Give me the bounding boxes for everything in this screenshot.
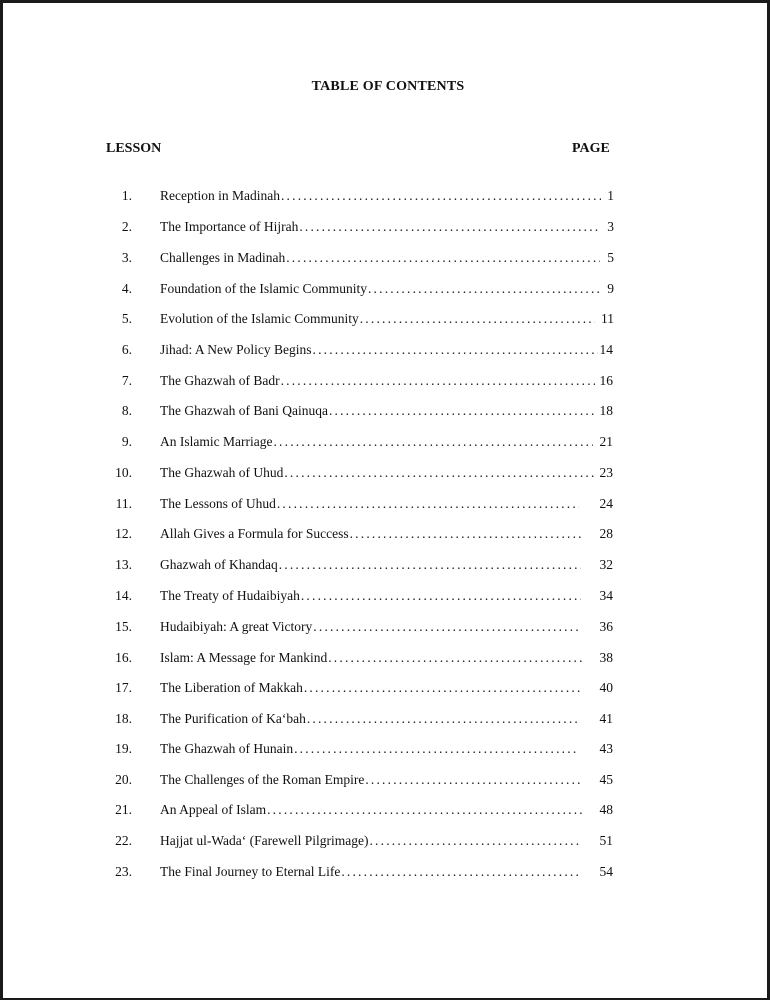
- toc-entry-number: 20.: [115, 772, 132, 787]
- lesson-column-header: LESSON: [106, 141, 162, 156]
- toc-entry: [3, 494, 770, 514]
- toc-entry: [3, 770, 770, 790]
- toc-entry-page: 14: [599, 342, 613, 357]
- toc-entry-number: 17.: [115, 680, 132, 695]
- toc-entry-leader: [160, 340, 598, 360]
- toc-entry-leader: [160, 463, 595, 483]
- toc-entry-page: 9: [607, 281, 614, 296]
- toc-entry-number: 10.: [115, 465, 132, 480]
- toc-entry-title: Hajjat ul-Wada‘ (Farewell Pilgrimage): [160, 833, 369, 848]
- toc-entry-title: An Islamic Marriage: [160, 434, 273, 449]
- toc-entry-number: 16.: [115, 650, 132, 665]
- toc-entry: [3, 739, 770, 759]
- toc-entry-number: 3.: [121, 250, 132, 265]
- toc-entry: [3, 617, 770, 637]
- toc-entry-page: 54: [599, 864, 613, 879]
- toc-entry-leader: [160, 648, 583, 668]
- toc-list: [3, 3, 770, 1003]
- toc-entry-page: 5: [607, 250, 614, 265]
- toc-entry-page: 38: [599, 650, 613, 665]
- toc-entry-leader: [160, 586, 581, 606]
- page-title: TABLE OF CONTENTS: [311, 79, 465, 94]
- toc-entry-number: 13.: [115, 557, 132, 572]
- toc-entry-number: 5.: [121, 311, 132, 326]
- toc-entry-page: 24: [599, 496, 613, 511]
- toc-entry: [3, 186, 770, 206]
- toc-entry-page: 11: [601, 311, 614, 326]
- dot-leader: [276, 494, 579, 514]
- toc-entry-number: 15.: [115, 619, 132, 634]
- dot-leader: [359, 309, 595, 329]
- dot-leader: [280, 371, 595, 391]
- toc-entry: [3, 555, 770, 575]
- toc-entry-title: The Ghazwah of Bani Qainuqa: [160, 403, 328, 418]
- dot-leader: [278, 555, 581, 575]
- toc-entry-title: The Liberation of Makkah: [160, 680, 303, 695]
- dot-leader: [364, 770, 581, 790]
- dot-leader: [298, 217, 600, 237]
- toc-entry-leader: [160, 279, 600, 299]
- toc-entry-number: 12.: [115, 526, 132, 541]
- dot-leader: [283, 463, 595, 483]
- toc-entry: [3, 709, 770, 729]
- dot-leader: [266, 800, 583, 820]
- toc-entry-page: 34: [599, 588, 613, 603]
- toc-entry-leader: [160, 494, 579, 514]
- toc-entry-page: 36: [599, 619, 613, 634]
- toc-entry-page: 18: [599, 403, 613, 418]
- toc-entry-number: 14.: [115, 588, 132, 603]
- toc-entry-page: 28: [599, 526, 613, 541]
- toc-entry: [3, 862, 770, 882]
- toc-entry-number: 9.: [121, 434, 132, 449]
- toc-entry-number: 7.: [121, 373, 132, 388]
- toc-entry: [3, 217, 770, 237]
- toc-entry-leader: [160, 739, 579, 759]
- toc-entry-title: The Treaty of Hudaibiyah: [160, 588, 300, 603]
- toc-entry-number: 23.: [115, 864, 132, 879]
- dot-leader: [367, 279, 600, 299]
- dot-leader: [285, 248, 600, 268]
- dot-leader: [312, 340, 599, 360]
- toc-entry-title: Challenges in Madinah: [160, 250, 286, 265]
- toc-entry-leader: [160, 309, 595, 329]
- dot-leader: [272, 432, 593, 452]
- toc-entry-page: 45: [599, 772, 613, 787]
- toc-entry-title: The Lessons of Uhud: [160, 496, 276, 511]
- toc-entry-leader: [160, 248, 600, 268]
- dot-leader: [303, 678, 583, 698]
- toc-entry-page: 51: [599, 833, 613, 848]
- toc-entry-leader: [160, 800, 583, 820]
- dot-leader: [340, 862, 579, 882]
- toc-entry-page: 32: [599, 557, 613, 572]
- toc-entry-leader: [160, 371, 595, 391]
- toc-entry-number: 11.: [115, 496, 132, 511]
- toc-entry-leader: [160, 555, 581, 575]
- toc-entry-number: 18.: [115, 711, 132, 726]
- toc-entry-leader: [160, 678, 583, 698]
- toc-entry-page: 41: [599, 711, 613, 726]
- dot-leader: [349, 524, 583, 544]
- toc-entry-title: Foundation of the Islamic Community: [160, 281, 367, 296]
- toc-entry-number: 2.: [121, 219, 132, 234]
- toc-entry-leader: [160, 770, 581, 790]
- toc-entry: [3, 432, 770, 452]
- dot-leader: [368, 831, 581, 851]
- toc-entry-title: The Challenges of the Roman Empire: [160, 772, 365, 787]
- toc-entry-leader: [160, 401, 595, 421]
- toc-entry-title: Jihad: A New Policy Begins: [160, 342, 312, 357]
- toc-entry-leader: [160, 432, 593, 452]
- toc-entry-title: Reception in Madinah: [160, 188, 280, 203]
- toc-entry-number: 1.: [121, 188, 132, 203]
- toc-entry-title: The Ghazwah of Hunain: [160, 741, 294, 756]
- toc-entry-page: 43: [599, 741, 613, 756]
- toc-entry-title: Evolution of the Islamic Community: [160, 311, 359, 326]
- toc-entry-page: 48: [599, 802, 613, 817]
- toc-entry-leader: [160, 524, 583, 544]
- toc-entry: [3, 340, 770, 360]
- toc-entry-page: 23: [599, 465, 613, 480]
- toc-entry-number: 8.: [121, 403, 132, 418]
- toc-entry-title: The Importance of Hijrah: [160, 219, 299, 234]
- toc-entry-title: An Appeal of Islam: [160, 802, 267, 817]
- toc-entry-title: The Ghazwah of Uhud: [160, 465, 284, 480]
- toc-entry: [3, 309, 770, 329]
- dot-leader: [300, 586, 581, 606]
- toc-entry: [3, 248, 770, 268]
- toc-entry: [3, 800, 770, 820]
- toc-entry-title: Ghazwah of Khandaq: [160, 557, 278, 572]
- toc-entry-title: The Final Journey to Eternal Life: [160, 864, 341, 879]
- toc-entry: [3, 279, 770, 299]
- toc-entry-title: Allah Gives a Formula for Success: [160, 526, 349, 541]
- toc-entry: [3, 678, 770, 698]
- toc-entry-leader: [160, 186, 601, 206]
- toc-entry-number: 6.: [121, 342, 132, 357]
- dot-leader: [293, 739, 579, 759]
- toc-entry: [3, 648, 770, 668]
- toc-entry-leader: [160, 831, 581, 851]
- toc-entry-title: Hudaibiyah: A great Victory: [160, 619, 313, 634]
- toc-entry-number: 19.: [115, 741, 132, 756]
- toc-entry-page: 1: [607, 188, 614, 203]
- dot-leader: [328, 401, 595, 421]
- toc-entry-page: 3: [607, 219, 614, 234]
- toc-entry-number: 22.: [115, 833, 132, 848]
- toc-entry-page: 16: [599, 373, 613, 388]
- toc-entry: [3, 463, 770, 483]
- dot-leader: [312, 617, 581, 637]
- toc-entry-page: 40: [599, 680, 613, 695]
- toc-entry-number: 4.: [121, 281, 132, 296]
- toc-entry: [3, 524, 770, 544]
- toc-entry: [3, 371, 770, 391]
- page-column-header: PAGE: [572, 141, 610, 156]
- dot-leader: [280, 186, 601, 206]
- toc-entry: [3, 401, 770, 421]
- toc-entry: [3, 586, 770, 606]
- toc-entry-leader: [160, 217, 600, 237]
- toc-entry-leader: [160, 709, 581, 729]
- toc-entry-title: The Purification of Ka‘bah: [160, 711, 306, 726]
- dot-leader: [306, 709, 581, 729]
- toc-entry-leader: [160, 862, 579, 882]
- dot-leader: [327, 648, 583, 668]
- toc-entry-page: 21: [599, 434, 613, 449]
- toc-entry-number: 21.: [115, 802, 132, 817]
- toc-entry-title: Islam: A Message for Mankind: [160, 650, 328, 665]
- toc-entry-leader: [160, 617, 581, 637]
- toc-entry-title: The Ghazwah of Badr: [160, 373, 280, 388]
- toc-entry: [3, 831, 770, 851]
